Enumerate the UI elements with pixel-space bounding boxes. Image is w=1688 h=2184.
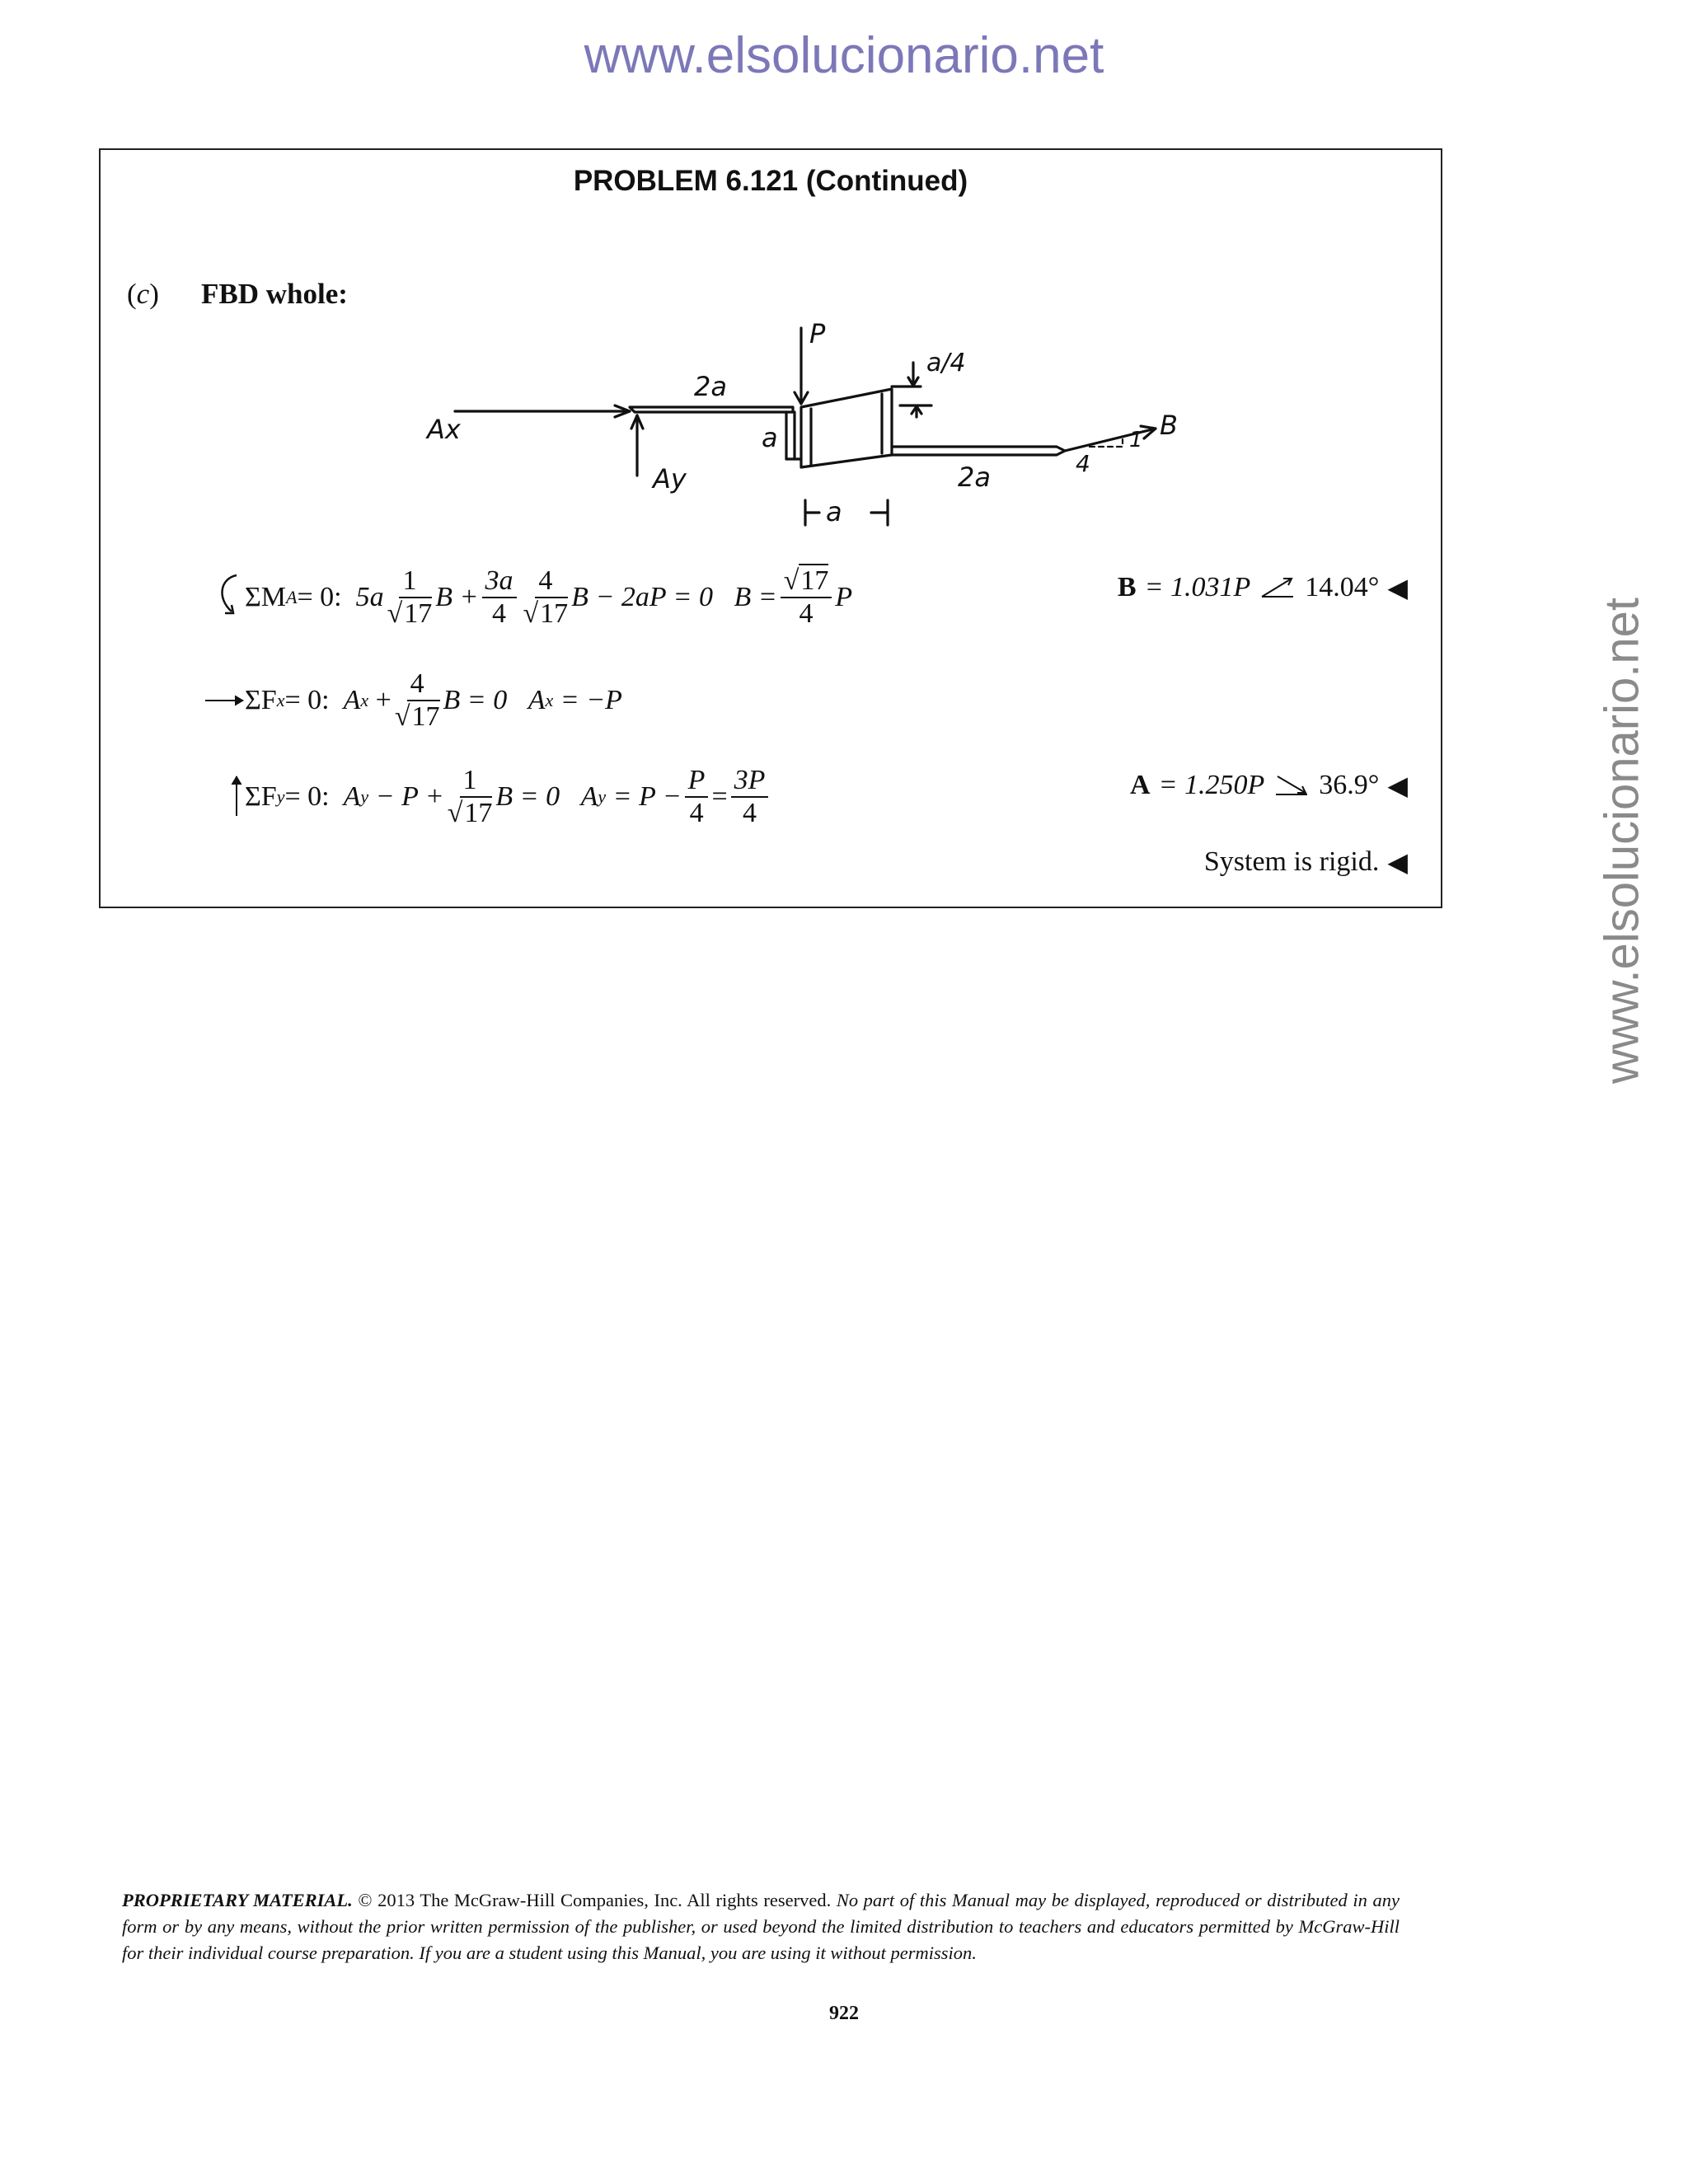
answer-marker-icon: ◀ xyxy=(1387,771,1408,800)
label-slope-run: 4 xyxy=(1076,450,1090,477)
right-arrow-icon xyxy=(204,655,246,746)
label-a-vertical: a xyxy=(762,422,778,453)
fbd-diagram xyxy=(414,323,1205,546)
label-p: P xyxy=(809,323,826,349)
problem-title: PROBLEM 6.121 (Continued) xyxy=(573,165,968,197)
part-title: FBD whole: xyxy=(201,278,348,310)
label-2a-bottom: 2a xyxy=(958,462,991,493)
answer-marker-icon: ◀ xyxy=(1387,847,1408,877)
up-arrow-icon xyxy=(204,752,246,842)
label-slope-rise: 1 xyxy=(1129,428,1143,452)
answer-marker-icon: ◀ xyxy=(1387,573,1408,602)
result-a: A = 1.250P 36.9° ◀ xyxy=(1130,770,1408,800)
watermark-top[interactable]: www.elsolucionario.net xyxy=(584,27,1104,84)
angle-down-icon xyxy=(1273,773,1311,798)
label-2a-top: 2a xyxy=(694,371,727,402)
copyright-footer: PROPRIETARY MATERIAL. © 2013 The McGraw-Hill Companies, Inc. All rights reserved. No part of this Manual may be displayed, reproduced or distributed in any form or by any means, without the prior written permission of the publisher, or used beyond the limited distribution to teachers and educators permitted by McGraw-Hill for their individual course preparation. If you are a student using this Manual, you are using it without permission. xyxy=(122,1890,1400,1963)
page-number: 922 xyxy=(829,2003,859,2024)
bottom-member xyxy=(892,447,1065,455)
angle-up-icon xyxy=(1259,575,1296,600)
problem-box: PROBLEM 6.121 (Continued) (c) FBD whole: Ax Ay P B 2a 2a a a a/4 4 1 ΣM A = 0: 5a $\frac{1}{√17}$ B + $\frac{3a}{4}$ $\frac{4}{√17}$ B − 2aP = 0 B = $\frac{√17}{4}$ P B = 1.031P 14.04° ◀ ΣF x = 0: A x + $\frac{4}{√17}$ B = 0 A x = −P ΣF y = 0: A y − P + $\frac{1}{√17}$ B = 0 A y = P − $\frac{P}{4}$ = $\frac{3P}{4}$ A = 1.250P 36.9° ◀ System is rigid. ◀ xyxy=(99,148,1442,908)
label-a-bottom: a xyxy=(826,496,842,527)
label-a-over-4: a/4 xyxy=(926,349,966,377)
watermark-side-text: www.elsolucionario.net xyxy=(1595,598,1649,1084)
part-heading xyxy=(127,278,348,311)
label-ay: Ay xyxy=(653,463,687,494)
top-member xyxy=(630,407,793,412)
part-label: (c) xyxy=(127,278,159,310)
label-b: B xyxy=(1160,410,1178,441)
label-ax: Ax xyxy=(427,414,461,445)
result-rigid: System is rigid. ◀ xyxy=(1203,846,1408,877)
central-block xyxy=(801,389,892,467)
result-b: B = 1.031P 14.04° ◀ xyxy=(1117,572,1408,602)
ccw-moment-icon xyxy=(204,552,243,643)
